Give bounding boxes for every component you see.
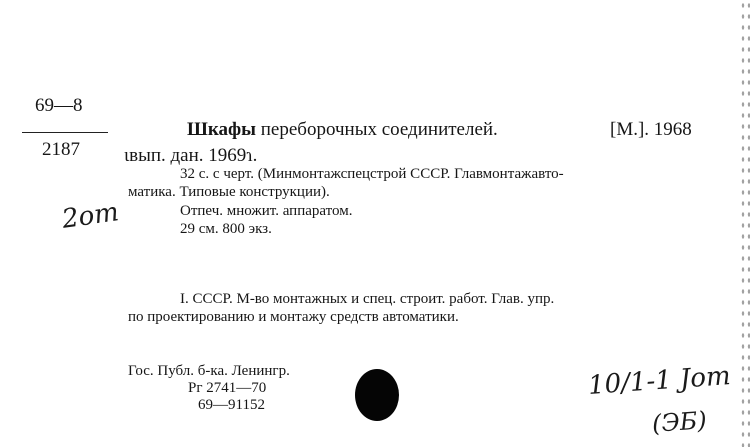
classification-divider bbox=[22, 132, 108, 133]
registration-code: Рг 2741—70 bbox=[188, 380, 267, 396]
card-edge-texture bbox=[740, 0, 750, 447]
title-rest: переборочных соединителей. bbox=[256, 119, 498, 140]
handwritten-note-right-2: (ЭБ) bbox=[651, 406, 708, 438]
title-bold-word: Шкафы bbox=[187, 119, 257, 140]
issue-note: ɩвып. дан. 1969ɿ. bbox=[124, 145, 258, 166]
description-line-1: 32 с. с черт. (Минмонтажспецстрой СССР. Главмонтажавто- bbox=[180, 166, 564, 182]
handwritten-note-right: 10/1-1 Jom bbox=[587, 361, 732, 401]
library-stamp: Гос. Публ. б-ка. Ленингр. bbox=[128, 363, 290, 379]
subject-heading-line-1: I. СССР. М-во монтажных и спец. строит. работ. Глав. упр. bbox=[180, 291, 555, 307]
handwritten-note-left: 2om bbox=[60, 197, 121, 235]
classification-code-bottom: 2187 bbox=[42, 139, 80, 160]
order-number: 69—91152 bbox=[198, 397, 265, 413]
printing-note: Отпеч. множит. аппаратом. bbox=[180, 203, 353, 219]
description-line-2: матика. Типовые конструкции). bbox=[128, 184, 330, 200]
subject-heading-line-2: по проектированию и монтажу средств автоматики. bbox=[128, 309, 459, 325]
classification-code-top: 69—8 bbox=[35, 95, 83, 116]
title bbox=[187, 120, 498, 139]
size-and-run: 29 см. 800 экз. bbox=[180, 221, 272, 237]
publication-place-year: [М.]. 1968 bbox=[610, 119, 692, 140]
punch-hole bbox=[355, 369, 399, 421]
